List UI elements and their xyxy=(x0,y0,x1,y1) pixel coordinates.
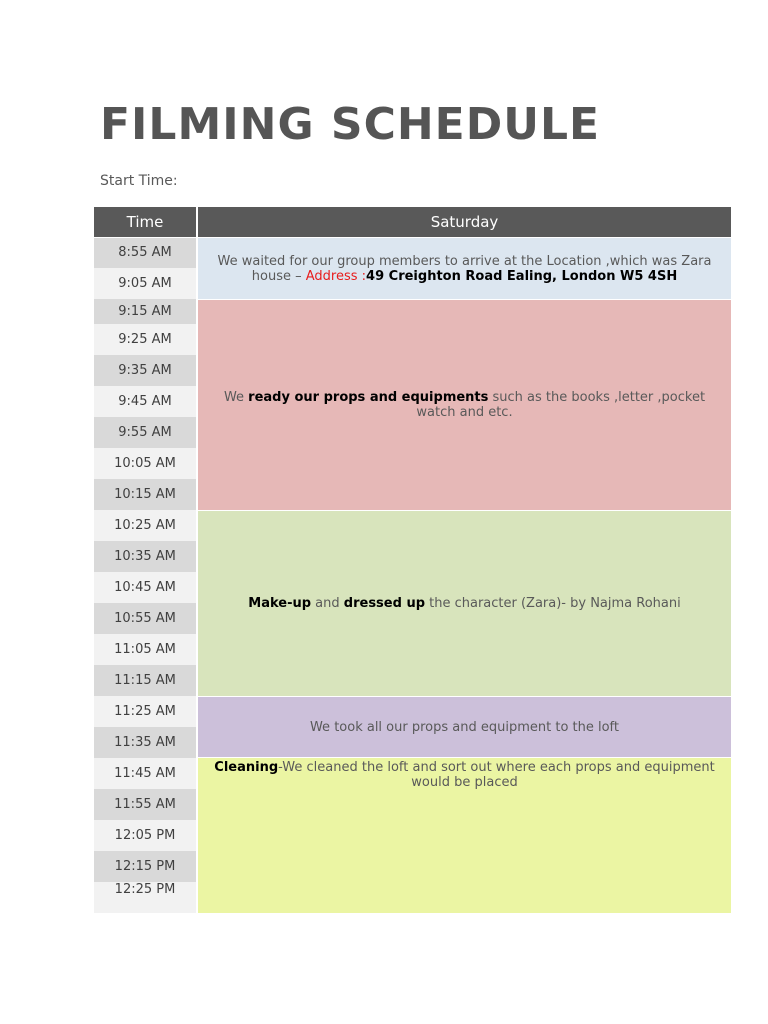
time-cell: 11:15 AM xyxy=(94,665,196,696)
props-text xyxy=(214,390,715,420)
makeup-block xyxy=(198,511,731,696)
time-cell: 10:15 AM xyxy=(94,479,196,510)
time-cell: 12:05 PM xyxy=(94,820,196,851)
time-cell: 9:45 AM xyxy=(94,386,196,417)
makeup-post: the character (Zara)- by Najma Rohani xyxy=(425,596,681,611)
time-column-header: Time xyxy=(94,207,196,237)
props-bold: ready our props and equipments xyxy=(248,390,489,405)
cleaning-bold: Cleaning xyxy=(214,760,279,775)
props-post: such as the books ,letter ,pocket watch and etc. xyxy=(416,390,706,420)
loft-block xyxy=(198,697,731,757)
cleaning-text xyxy=(214,760,715,790)
time-cell: 9:55 AM xyxy=(94,417,196,448)
time-cell: 11:05 AM xyxy=(94,634,196,665)
time-cell: 9:35 AM xyxy=(94,355,196,386)
page-title: FILMING SCHEDULE xyxy=(100,99,601,150)
address-value: 49 Creighton Road Ealing, London W5 4SH xyxy=(366,268,678,284)
cleaning-description: -We cleaned the loft and sort out where each props and equipment would be placed xyxy=(278,760,715,790)
start-time-label: Start Time: xyxy=(100,173,178,189)
time-cell: 8:55 AM xyxy=(94,238,196,268)
arrival-text xyxy=(214,254,715,284)
time-cell: 10:05 AM xyxy=(94,448,196,479)
address-label: Address : xyxy=(305,268,367,284)
day-column-header: Saturday xyxy=(198,207,731,237)
time-cell: 12:15 PM xyxy=(94,851,196,882)
dressed-up-bold: dressed up xyxy=(343,596,425,611)
time-cell: 11:35 AM xyxy=(94,727,196,758)
time-cell: 10:25 AM xyxy=(94,510,196,541)
loft-text: We took all our props and equipment to the loft xyxy=(309,719,620,735)
time-cell: 11:55 AM xyxy=(94,789,196,820)
makeup-mid: and xyxy=(311,596,344,611)
time-cell: 10:35 AM xyxy=(94,541,196,572)
time-cell: 10:45 AM xyxy=(94,572,196,603)
time-cell: 9:25 AM xyxy=(94,324,196,355)
time-cell: 11:45 AM xyxy=(94,758,196,789)
time-cell: 9:05 AM xyxy=(94,268,196,299)
time-cell: 12:25 PM xyxy=(94,882,196,913)
schedule-table xyxy=(94,207,731,913)
arrival-description: We waited for our group members to arrive at the Location ,which was Zara house – xyxy=(217,253,712,284)
arrival-block xyxy=(198,238,731,299)
makeup-text xyxy=(248,596,680,611)
props-pre: We xyxy=(223,390,249,405)
time-cell: 10:55 AM xyxy=(94,603,196,634)
makeup-bold: Make-up xyxy=(248,596,312,611)
time-cell: 11:25 AM xyxy=(94,696,196,727)
props-block xyxy=(198,300,731,510)
time-cell: 9:15 AM xyxy=(94,299,196,324)
cleaning-block xyxy=(198,758,731,913)
